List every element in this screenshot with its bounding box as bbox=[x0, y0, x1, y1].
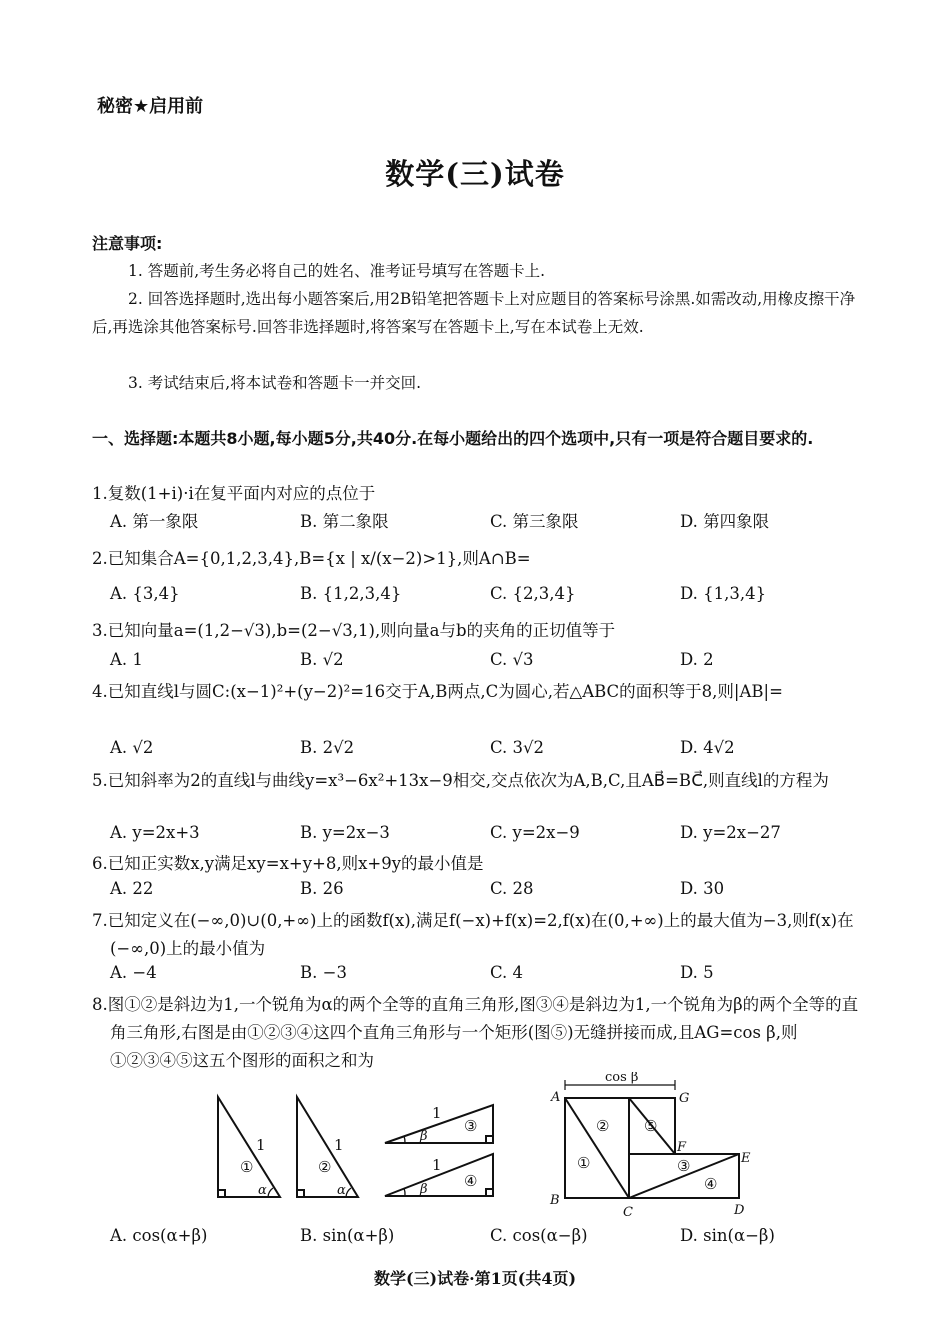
point-d: D bbox=[734, 1203, 745, 1218]
option-c: C. cos(α−β) bbox=[490, 1226, 588, 1245]
notice-heading: 注意事项: bbox=[92, 234, 163, 253]
question-stem: 6.已知正实数x,y满足xy=x+y+8,则x+9y的最小值是 bbox=[92, 854, 484, 873]
question-stem: 4.已知直线l与圆C:(x−1)²+(y−2)²=16交于A,B两点,C为圆心,若△ABC的面积等于8,则|AB|= bbox=[92, 682, 783, 701]
rect-label-3: ③ bbox=[677, 1157, 691, 1175]
label-circle-1: ① bbox=[240, 1158, 254, 1176]
option-b: B. y=2x−3 bbox=[300, 823, 390, 842]
page-title: 数学(三)试卷 bbox=[385, 157, 565, 191]
label-hyp-2: 1 bbox=[334, 1136, 344, 1154]
rect-label-1: ① bbox=[577, 1154, 591, 1172]
point-c: C bbox=[623, 1205, 633, 1220]
question-4 bbox=[92, 678, 867, 706]
option-c: C. 第三象限 bbox=[490, 512, 579, 531]
question-7-options bbox=[110, 963, 870, 982]
question-5 bbox=[92, 767, 867, 795]
option-a: A. y=2x+3 bbox=[110, 823, 200, 842]
label-circle-4: ④ bbox=[464, 1172, 478, 1190]
question-1-options bbox=[110, 508, 870, 532]
question-stem: 5.已知斜率为2的直线l与曲线y=x³−6x²+13x−9相交,交点依次为A,B,C,且AB⃗=BC⃗,则直线l的方程为 bbox=[92, 771, 829, 790]
option-a: A. √2 bbox=[110, 738, 154, 757]
label-hyp-1: 1 bbox=[256, 1136, 266, 1154]
question-2-options bbox=[110, 584, 870, 603]
label-alpha-2: α bbox=[337, 1183, 346, 1198]
label-circle-3: ③ bbox=[464, 1117, 478, 1135]
question-3 bbox=[92, 617, 867, 645]
page-footer: 数学(三)试卷·第1页(共4页) bbox=[373, 1269, 577, 1288]
option-b: B. 第二象限 bbox=[300, 512, 389, 531]
option-d: D. 2 bbox=[680, 650, 714, 669]
point-f: F bbox=[677, 1140, 687, 1155]
option-a: A. 第一象限 bbox=[110, 512, 199, 531]
question-stem: 3.已知向量a=(1,2−√3),b=(2−√3,1),则向量a与b的夹角的正切值等于 bbox=[92, 621, 616, 640]
option-c: C. 28 bbox=[490, 879, 534, 898]
option-a: A. 1 bbox=[110, 650, 143, 669]
option-b: B. sin(α+β) bbox=[300, 1226, 395, 1245]
point-e: E bbox=[741, 1151, 751, 1166]
notice-item-3: 3. 考试结束后,将本试卷和答题卡一并交回. bbox=[128, 374, 422, 392]
option-a: A. cos(α+β) bbox=[110, 1226, 208, 1245]
label-beta-3: β bbox=[420, 1129, 428, 1144]
label-hyp-3: 1 bbox=[432, 1104, 442, 1122]
option-c: C. y=2x−9 bbox=[490, 823, 580, 842]
option-a: A. 22 bbox=[110, 879, 154, 898]
option-c: C. 3√2 bbox=[490, 738, 545, 757]
option-d: D. sin(α−β) bbox=[680, 1226, 775, 1245]
option-a: A. −4 bbox=[110, 963, 157, 982]
option-d: D. 4√2 bbox=[680, 738, 735, 757]
question-7 bbox=[92, 907, 867, 963]
rect-label-5: ⑤ bbox=[644, 1117, 658, 1135]
option-d: D. y=2x−27 bbox=[680, 823, 781, 842]
point-g: G bbox=[679, 1091, 690, 1106]
question-stem: 8.图①②是斜边为1,一个锐角为α的两个全等的直角三角形,图③④是斜边为1,一个锐角为β的两个全等的直角三角形,右图是由①②③④这四个直角三角形与一个矩形(图⑤)无缝拼接而成,且AG=cos β,则①②③④⑤这五个图形的面积之和为 bbox=[92, 995, 859, 1070]
option-c: C. 4 bbox=[490, 963, 524, 982]
option-b: B. 26 bbox=[300, 879, 344, 898]
option-b: B. −3 bbox=[300, 963, 347, 982]
figure-triangles bbox=[0, 1072, 950, 1222]
question-5-options bbox=[110, 823, 870, 842]
question-stem: 1.复数(1+i)·i在复平面内对应的点位于 bbox=[92, 484, 376, 503]
question-4-options bbox=[110, 738, 870, 757]
notice-item-1: 1. 答题前,考生务必将自己的姓名、准考证号填写在答题卡上. bbox=[128, 262, 546, 280]
question-6-options bbox=[110, 879, 870, 898]
label-circle-2: ② bbox=[318, 1158, 332, 1176]
option-d: D. 30 bbox=[680, 879, 725, 898]
rect-label-4: ④ bbox=[704, 1175, 718, 1193]
question-8-options bbox=[110, 1226, 870, 1245]
label-beta-4: β bbox=[420, 1182, 428, 1197]
option-a: A. {3,4} bbox=[110, 584, 180, 603]
label-cos-beta: cos β bbox=[605, 1072, 639, 1085]
question-6 bbox=[92, 850, 867, 878]
notice-item-2: 2. 回答选择题时,选出每小题答案后,用2B铅笔把答题卡上对应题目的答案标号涂黑.如需改动,用橡皮擦干净后,再选涂其他答案标号.回答非选择题时,将答案写在答题卡上,写在本试卷上无效. bbox=[92, 290, 856, 336]
label-alpha-1: α bbox=[258, 1183, 267, 1198]
secret-mark: 秘密★启用前 bbox=[97, 96, 204, 117]
option-d: D. 第四象限 bbox=[680, 512, 770, 531]
option-d: D. {1,3,4} bbox=[680, 584, 767, 603]
option-c: C. {2,3,4} bbox=[490, 584, 576, 603]
point-a: A bbox=[551, 1090, 561, 1105]
section-heading: 一、选择题:本题共8小题,每小题5分,共40分.在每小题给出的四个选项中,只有一项是符合题目要求的. bbox=[92, 429, 814, 448]
question-1 bbox=[92, 480, 867, 508]
question-3-options bbox=[110, 650, 870, 669]
question-2 bbox=[92, 545, 867, 573]
option-c: C. √3 bbox=[490, 650, 534, 669]
rect-label-2: ② bbox=[596, 1117, 610, 1135]
option-b: B. {1,2,3,4} bbox=[300, 584, 402, 603]
question-8 bbox=[92, 991, 867, 1075]
option-b: B. 2√2 bbox=[300, 738, 355, 757]
point-b: B bbox=[550, 1193, 560, 1208]
label-hyp-4: 1 bbox=[432, 1156, 442, 1174]
question-stem: 2.已知集合A={0,1,2,3,4},B={x | x/(x−2)>1},则A∩B= bbox=[92, 549, 531, 568]
option-d: D. 5 bbox=[680, 963, 714, 982]
question-stem: 7.已知定义在(−∞,0)∪(0,+∞)上的函数f(x),满足f(−x)+f(x)=2,f(x)在(0,+∞)上的最大值为−3,则f(x)在(−∞,0)上的最小值为 bbox=[92, 911, 854, 958]
option-b: B. √2 bbox=[300, 650, 344, 669]
